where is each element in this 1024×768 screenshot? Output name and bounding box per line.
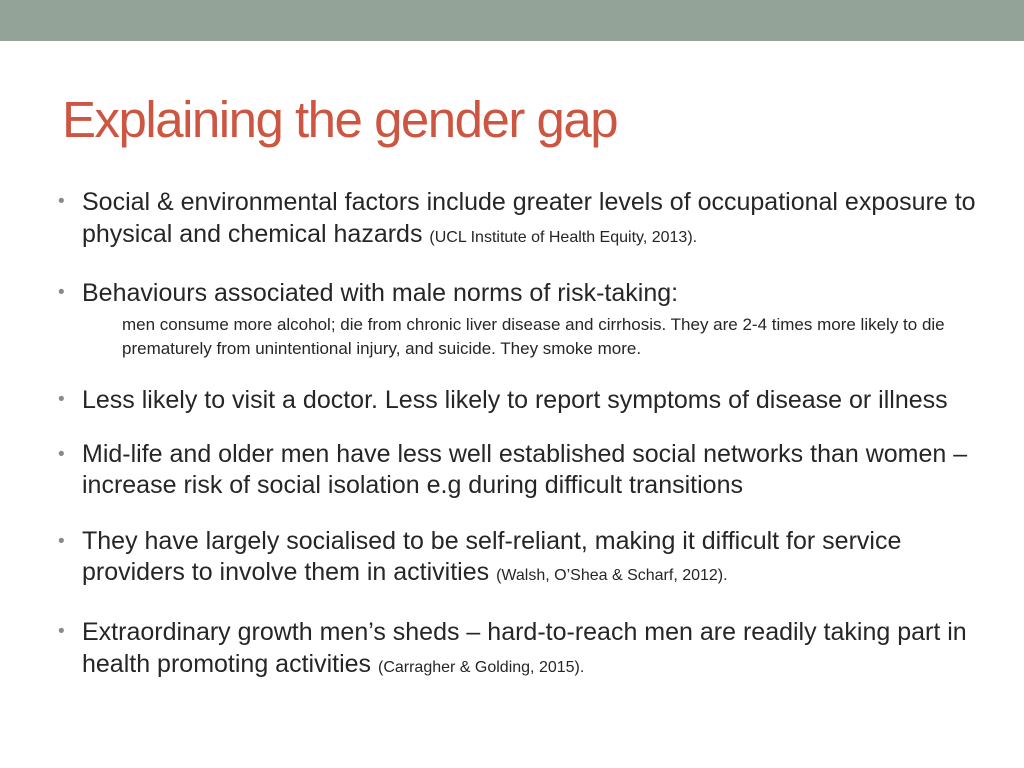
bullet-dot: • xyxy=(58,621,65,642)
bullet-list xyxy=(58,186,978,684)
bullet-item-doctor-visits xyxy=(58,384,978,416)
citation: (UCL Institute of Health Equity, 2013). xyxy=(429,229,698,246)
citation: (Walsh, O’Shea & Scharf, 2012). xyxy=(496,567,728,584)
slide-title: Explaining the gender gap xyxy=(62,91,618,148)
bullet-dot: • xyxy=(58,531,65,552)
bullet-dot: • xyxy=(58,282,65,303)
bullet-text: They have largely socialised to be self-reliant, making it difficult for service providers to involve them in activities xyxy=(82,527,902,586)
bullet-dot: • xyxy=(58,191,65,212)
bullet-item-self-reliance xyxy=(58,526,978,591)
bullet-dot: • xyxy=(58,389,65,410)
bullet-text: Extraordinary growth men’s sheds – hard-to-reach men are readily taking part in health promoting activities xyxy=(82,618,967,678)
bullet-item-mens-sheds xyxy=(58,616,978,684)
bullet-dot: • xyxy=(58,444,65,465)
top-accent-bar xyxy=(0,0,1024,41)
sub-bullet-text: men consume more alcohol; die from chronic liver disease and cirrhosis. They are 2-4 times more likely to die prematurely from unintentional injury, and suicide. They smoke more. xyxy=(122,315,945,358)
bullet-text: Behaviours associated with male norms of risk-taking: xyxy=(82,279,679,307)
citation: (Carragher & Golding, 2015). xyxy=(377,659,585,676)
bullet-text: Social & environmental factors include greater levels of occupational exposure to physical and chemical hazards xyxy=(82,188,976,248)
bullet-item-risk-taking xyxy=(58,277,978,361)
bullet-text: Less likely to visit a doctor. Less likely to report symptoms of disease or illness xyxy=(82,386,948,414)
bullet-item-social-networks xyxy=(58,439,978,501)
bullet-text: Mid-life and older men have less well established social networks than women – increase risk of social isolation e.g during difficult transitions xyxy=(82,440,968,499)
bullet-item-occupational-exposure xyxy=(58,186,978,254)
